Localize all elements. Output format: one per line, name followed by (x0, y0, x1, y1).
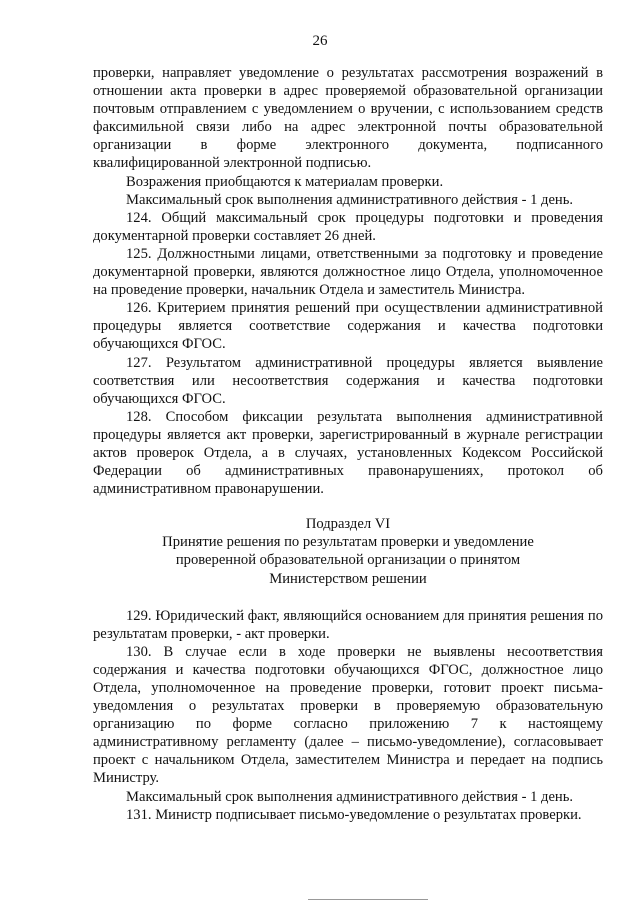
page-number: 26 (312, 33, 328, 49)
paragraph-continued: проверки, направляет уведомление о результатах рассмотрения возражений в отношении акта проверки в адрес проверяемой образовательной организации почтовым отправлением с уведомлением о вручении, с использованием средств факсимильной связи либо на адрес электронной почты образовательной организации в форме электронного документа, подписанного квалифицированной электронной подписью. (93, 65, 603, 172)
bottom-edge-line (308, 899, 428, 900)
spacer (93, 588, 603, 607)
paragraph-125: 125. Должностными лицами, ответственными за подготовку и проведение документарной проверки, являются должностное лицо Отдела, уполномоченное на проведение проверки, начальник Отдела и заместитель Министра. (93, 245, 603, 299)
document-body (93, 64, 603, 824)
paragraph-127: 127. Результатом административной процедуры является выявление соответствия или несоответствия содержания и качества подготовки обучающихся ФГОС. (93, 354, 603, 407)
paragraph-124: 124. Общий максимальный срок процедуры подготовки и проведения документарной проверки составляет 26 дней. (93, 209, 603, 244)
subsection-title-line-1: Принятие решения по результатам проверки и уведомление (162, 534, 534, 551)
paragraph-max-term-2: Максимальный срок выполнения административного действия - 1 день. (126, 788, 574, 805)
spacer (93, 498, 603, 515)
paragraph-max-term-1: Максимальный срок выполнения административного действия - 1 день. (126, 191, 574, 208)
subsection-title-line-2: проверенной образовательной организации о принятом (175, 552, 521, 569)
paragraph-131: 131. Министр подписывает письмо-уведомление о результатах проверки. (126, 806, 582, 823)
paragraph-129: 129. Юридический факт, являющийся основанием для принятия решения по результатам проверки, - акт проверки. (93, 607, 603, 642)
subsection-title-line-3: Министерством решении (269, 570, 427, 587)
paragraph-130: 130. В случае если в ходе проверки не выявлены несоответствия содержания и качества подготовки обучающихся ФГОС, должностное лицо Отдела, уполномоченное на проведение проверки, готовит проект письма-уведомления о результатах проверки в проверяемую образовательную организацию по форме согласно приложению 7 к настоящему административному регламенту (далее – письмо-уведомление), согласовывает проект с начальником Отдела, заместителем Министра и передает на подпись Министру. (93, 643, 603, 787)
paragraph-128: 128. Способом фиксации результата выполнения административной процедуры является акт проверки, зарегистрированный в журнале регистрации актов проверок Отдела, а в случаях, установленных Кодексом Российской Федерации об административных правонарушениях, протокол об административном правонарушении. (93, 408, 603, 498)
paragraph-objections: Возражения приобщаются к материалам проверки. (126, 173, 444, 190)
paragraph-126: 126. Критерием принятия решений при осуществлении административной процедуры является соответствие содержания и качества подготовки обучающихся ФГОС. (93, 300, 603, 353)
subsection-label: Подраздел VI (305, 516, 391, 533)
